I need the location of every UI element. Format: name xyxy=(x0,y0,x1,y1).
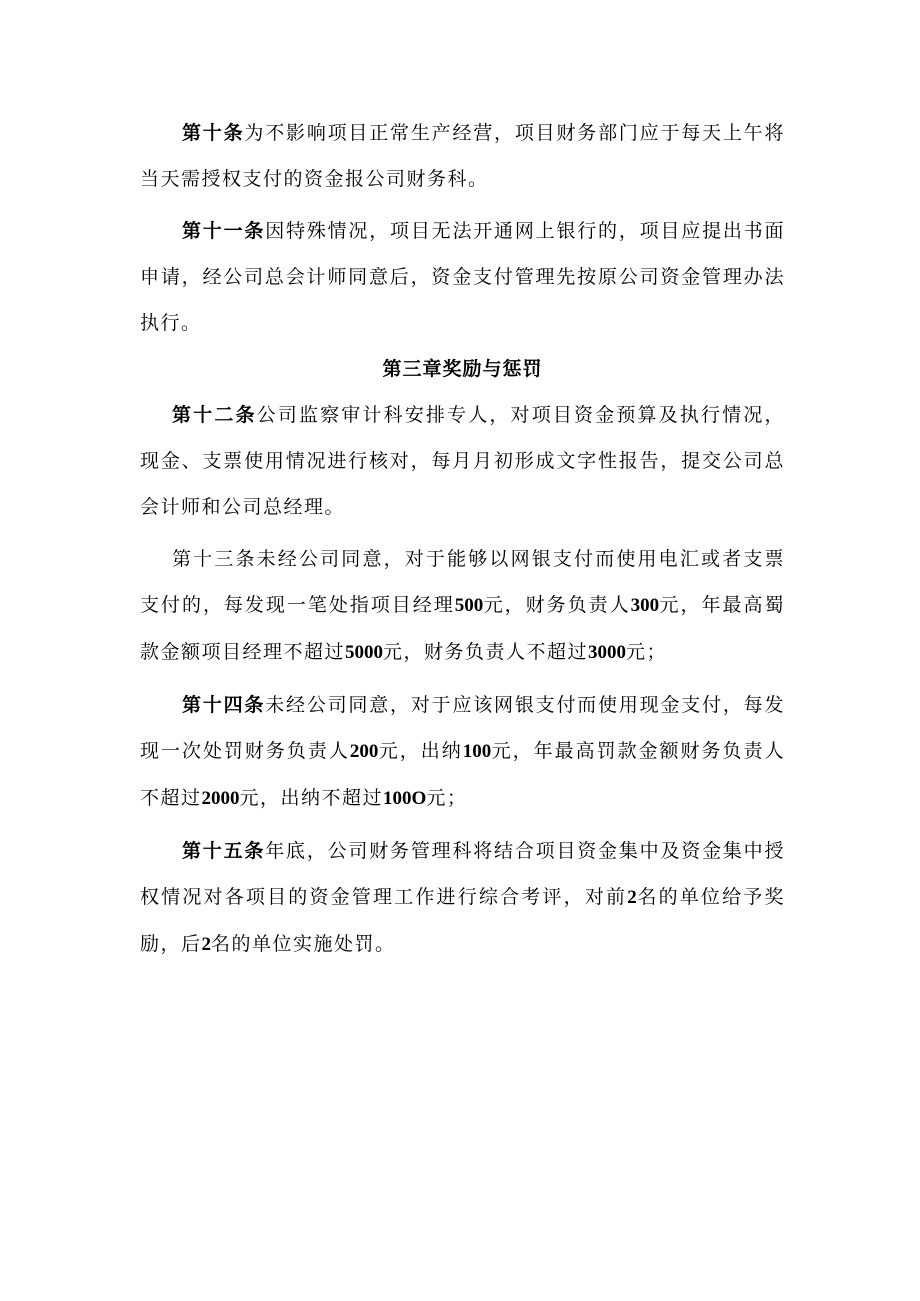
paragraph-article-14 xyxy=(140,682,785,822)
paragraph-article-13 xyxy=(140,536,785,676)
amount-value: 100 xyxy=(462,741,492,762)
article-15-text-b: 名的单位给予奖励，后 xyxy=(140,886,785,955)
article-12-heading: 第十二条 xyxy=(172,404,257,426)
amount-value: 100O xyxy=(383,788,427,809)
article-10-heading: 第十条 xyxy=(182,122,245,144)
article-13-text-a: 第十三条未经公司同意，对于能够以网银支付而使用电汇或者支票支付的，每发现一笔处指项目经理 xyxy=(140,548,785,616)
article-15-text-c: 名的单位实施处罚。 xyxy=(211,933,396,955)
amount-value: 500 xyxy=(454,595,484,616)
article-11-text: 因特殊情况，项目无法开通网上银行的，项目应提出书面申请，经公司总会计师同意后，资金支付管理先按原公司资金管理办法执行。 xyxy=(140,220,785,334)
article-13-text-e: 元； xyxy=(626,641,668,663)
paragraph-article-10 xyxy=(140,110,785,202)
article-15-text-a: 年底，公司财务管理科将结合项目资金集中及资金集中授权情况对各项目的资金管理工作进行综合考评，对前 xyxy=(140,840,785,908)
amount-value: 5000 xyxy=(345,642,384,663)
paragraph-article-15 xyxy=(140,828,785,968)
amount-value: 300 xyxy=(630,595,660,616)
article-14-text-e: 元； xyxy=(426,787,468,809)
article-14-text-a: 未经公司同意，对于应该网银支付而使用现金支付，每发现一次处罚财务负责人 xyxy=(140,694,785,762)
paragraph-article-12 xyxy=(140,392,785,530)
article-13-text-d: 元，财务负责人不超过 xyxy=(383,641,589,663)
article-14-heading: 第十四条 xyxy=(182,694,266,716)
amount-value: 200 xyxy=(349,741,379,762)
rank-count-value: 2 xyxy=(201,934,212,955)
article-14-text-b: 元，出纳 xyxy=(378,740,463,762)
article-12-text: 公司监察审计科安排专人，对项目资金预算及执行情况，现金、支票使用情况进行核对，每月月初形成文字性报告，提交公司总会计师和公司总经理。 xyxy=(140,404,785,518)
article-14-text-c: 元，年最高罚款金额财务负责人不超过 xyxy=(140,740,785,809)
article-13-text-b: 元，财务负责人 xyxy=(483,594,631,616)
amount-value: 2000 xyxy=(201,788,240,809)
article-13-text-c: 元，年最高蜀款金额项目经理不超过 xyxy=(140,594,785,663)
article-15-heading: 第十五条 xyxy=(182,840,266,862)
amount-value: 3000 xyxy=(588,642,627,663)
document-page xyxy=(140,110,785,968)
article-10-text: 为不影响项目正常生产经营，项目财务部门应于每天上午将当天需授权支付的资金报公司财务科。 xyxy=(140,122,785,190)
article-11-heading: 第十一条 xyxy=(182,220,266,242)
paragraph-article-11 xyxy=(140,208,785,346)
chapter-title: 第三章奖励与惩罚 xyxy=(382,358,543,380)
rank-count-value: 2 xyxy=(627,887,637,908)
article-14-text-d: 元，出纳不超过 xyxy=(239,787,384,809)
